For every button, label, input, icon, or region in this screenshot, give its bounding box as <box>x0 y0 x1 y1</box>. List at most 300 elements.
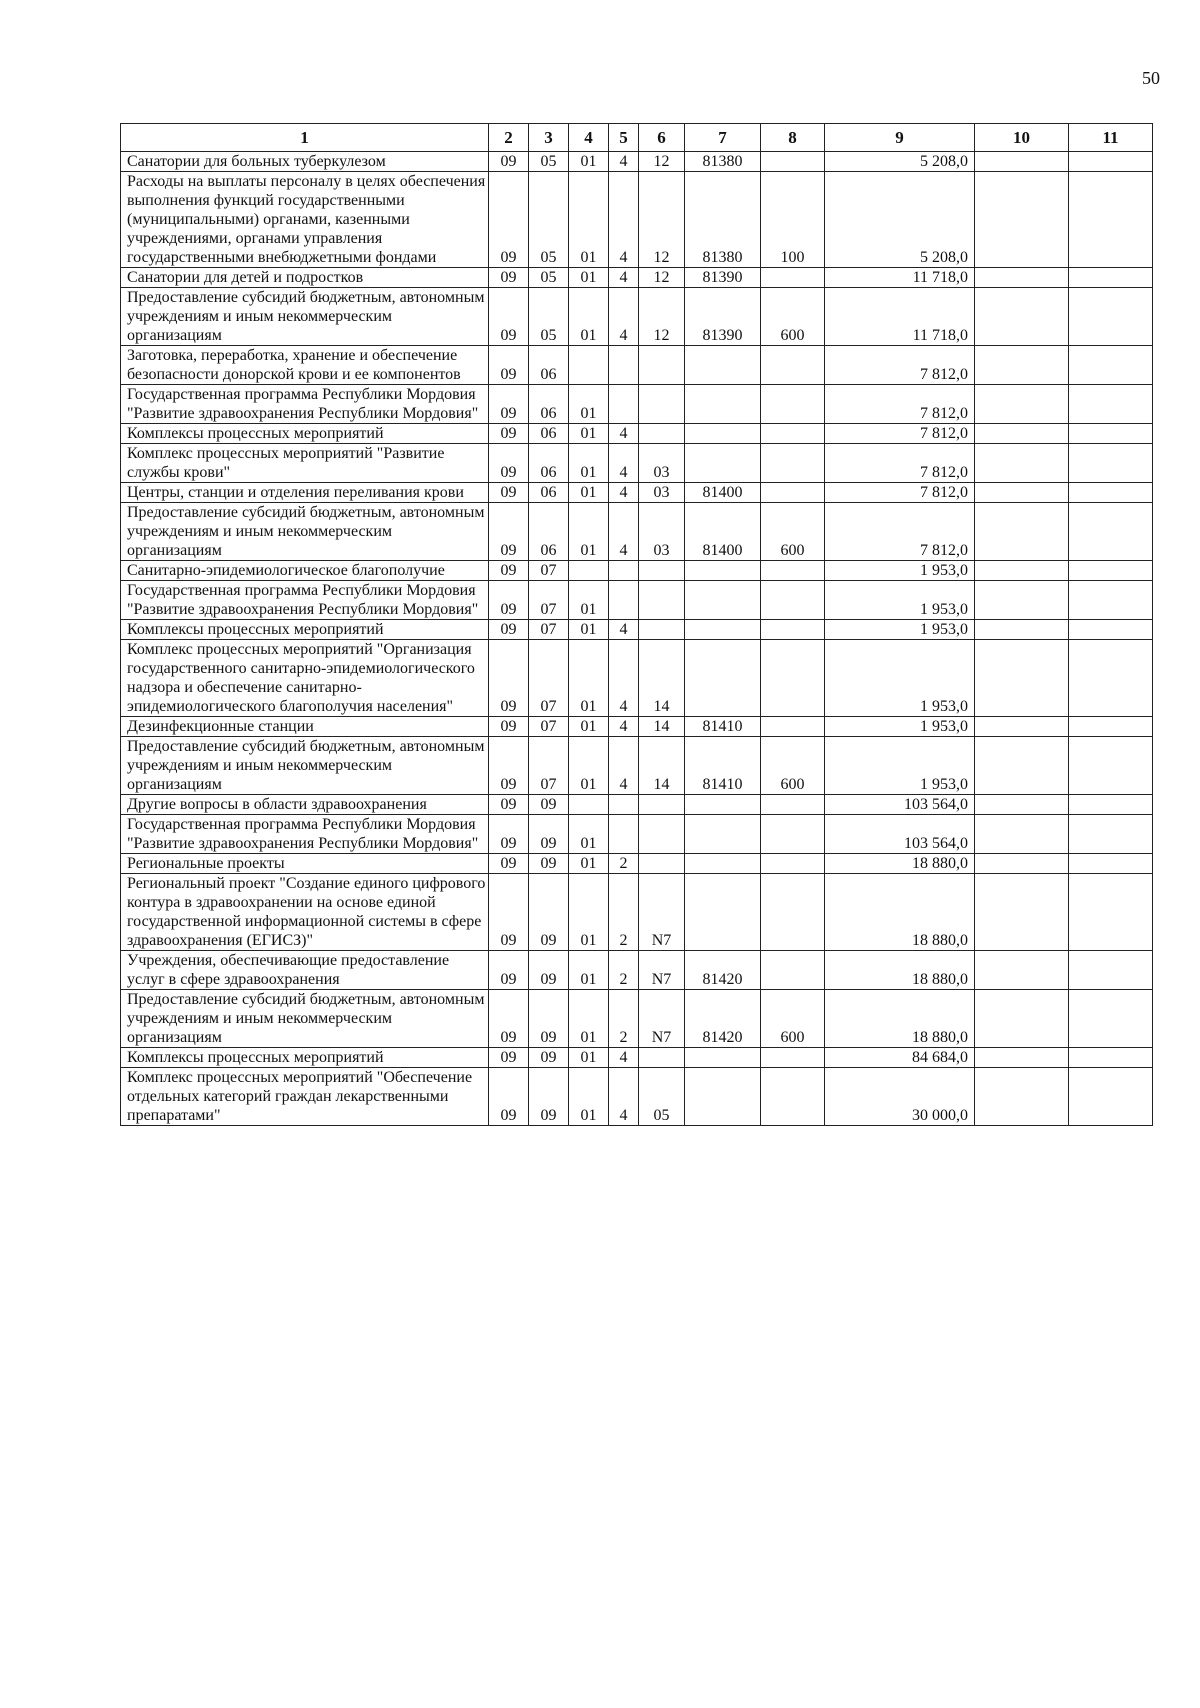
item-name: Санатории для больных туберкулезом <box>121 152 489 172</box>
expense-type-code <box>761 268 825 288</box>
expense-type-code <box>761 424 825 444</box>
table-row <box>121 268 1153 288</box>
item-name: Региональный проект "Создание единого цифрового контура в здравоохранении на основе единой государственной информационной системы в сфере здравоохранения (ЕГИСЗ)" <box>121 874 489 951</box>
section-code: 09 <box>489 795 529 815</box>
table-row <box>121 561 1153 581</box>
target-item-code <box>685 874 761 951</box>
table-row <box>121 152 1153 172</box>
activity-code: 05 <box>639 1068 685 1126</box>
table-row <box>121 1068 1153 1126</box>
subprogram-code: 2 <box>609 854 639 874</box>
subsection-code: 06 <box>529 444 569 483</box>
table-row <box>121 854 1153 874</box>
item-name: Комплексы процессных мероприятий <box>121 620 489 640</box>
subsection-code: 07 <box>529 717 569 737</box>
table-row <box>121 874 1153 951</box>
item-name: Предоставление субсидий бюджетным, автономным учреждениям и иным некоммерческим организациям <box>121 737 489 795</box>
subsection-code: 06 <box>529 424 569 444</box>
expense-type-code <box>761 620 825 640</box>
subprogram-code <box>609 795 639 815</box>
expense-type-code <box>761 346 825 385</box>
program-code: 01 <box>569 483 609 503</box>
amount-value: 7 812,0 <box>825 346 975 385</box>
table-row <box>121 620 1153 640</box>
section-code: 09 <box>489 581 529 620</box>
item-name: Предоставление субсидий бюджетным, автономным учреждениям и иным некоммерческим организациям <box>121 288 489 346</box>
program-code <box>569 346 609 385</box>
target-item-code <box>685 385 761 424</box>
program-code: 01 <box>569 385 609 424</box>
amount-col-10 <box>975 503 1069 561</box>
table-row <box>121 640 1153 717</box>
target-item-code: 81400 <box>685 503 761 561</box>
section-code: 09 <box>489 424 529 444</box>
activity-code: 12 <box>639 288 685 346</box>
subsection-code: 07 <box>529 737 569 795</box>
subprogram-code <box>609 346 639 385</box>
section-code: 09 <box>489 854 529 874</box>
activity-code: N7 <box>639 874 685 951</box>
activity-code: 14 <box>639 717 685 737</box>
target-item-code: 81400 <box>685 483 761 503</box>
target-item-code: 81380 <box>685 152 761 172</box>
amount-col-10 <box>975 990 1069 1048</box>
target-item-code <box>685 815 761 854</box>
expense-type-code: 600 <box>761 288 825 346</box>
activity-code: 12 <box>639 152 685 172</box>
target-item-code <box>685 854 761 874</box>
amount-value: 18 880,0 <box>825 990 975 1048</box>
target-item-code <box>685 581 761 620</box>
amount-col-10 <box>975 815 1069 854</box>
target-item-code <box>685 424 761 444</box>
amount-col-10 <box>975 483 1069 503</box>
subsection-code: 06 <box>529 346 569 385</box>
amount-col-11 <box>1069 483 1153 503</box>
subprogram-code: 4 <box>609 503 639 561</box>
table-row <box>121 172 1153 268</box>
amount-value: 11 718,0 <box>825 268 975 288</box>
subsection-code: 09 <box>529 874 569 951</box>
program-code: 01 <box>569 990 609 1048</box>
amount-col-11 <box>1069 424 1153 444</box>
activity-code <box>639 561 685 581</box>
activity-code: 03 <box>639 483 685 503</box>
section-code: 09 <box>489 483 529 503</box>
amount-col-11 <box>1069 385 1153 424</box>
target-item-code <box>685 346 761 385</box>
program-code: 01 <box>569 152 609 172</box>
amount-col-11 <box>1069 152 1153 172</box>
expense-type-code <box>761 561 825 581</box>
subprogram-code: 4 <box>609 288 639 346</box>
item-name: Комплекс процессных мероприятий "Обеспечение отдельных категорий граждан лекарственными препаратами" <box>121 1068 489 1126</box>
subsection-code: 05 <box>529 268 569 288</box>
amount-value: 103 564,0 <box>825 815 975 854</box>
subsection-code: 05 <box>529 288 569 346</box>
section-code: 09 <box>489 444 529 483</box>
activity-code <box>639 795 685 815</box>
program-code: 01 <box>569 854 609 874</box>
target-item-code <box>685 1048 761 1068</box>
item-name: Государственная программа Республики Мордовия "Развитие здравоохранения Республики Мордовия" <box>121 581 489 620</box>
subsection-code: 09 <box>529 951 569 990</box>
budget-table <box>120 123 1153 1126</box>
item-name: Комплекс процессных мероприятий "Развитие службы крови" <box>121 444 489 483</box>
subprogram-code <box>609 561 639 581</box>
amount-value: 11 718,0 <box>825 288 975 346</box>
amount-value: 5 208,0 <box>825 152 975 172</box>
target-item-code: 81390 <box>685 268 761 288</box>
item-name: Учреждения, обеспечивающие предоставление услуг в сфере здравоохранения <box>121 951 489 990</box>
activity-code <box>639 815 685 854</box>
program-code: 01 <box>569 503 609 561</box>
amount-col-11 <box>1069 444 1153 483</box>
program-code: 01 <box>569 640 609 717</box>
column-header: 10 <box>975 124 1069 152</box>
expense-type-code: 100 <box>761 172 825 268</box>
section-code: 09 <box>489 172 529 268</box>
subsection-code: 09 <box>529 795 569 815</box>
item-name: Комплексы процессных мероприятий <box>121 1048 489 1068</box>
table-row <box>121 581 1153 620</box>
column-header: 3 <box>529 124 569 152</box>
table-body <box>121 152 1153 1126</box>
subprogram-code: 4 <box>609 268 639 288</box>
expense-type-code <box>761 581 825 620</box>
subprogram-code: 4 <box>609 620 639 640</box>
table-row <box>121 385 1153 424</box>
table-row <box>121 951 1153 990</box>
table-row <box>121 795 1153 815</box>
item-name: Центры, станции и отделения переливания крови <box>121 483 489 503</box>
activity-code: 12 <box>639 172 685 268</box>
activity-code <box>639 1048 685 1068</box>
target-item-code <box>685 561 761 581</box>
expense-type-code <box>761 815 825 854</box>
subprogram-code: 2 <box>609 874 639 951</box>
amount-col-11 <box>1069 854 1153 874</box>
amount-col-11 <box>1069 620 1153 640</box>
table-row <box>121 424 1153 444</box>
amount-col-10 <box>975 172 1069 268</box>
amount-col-11 <box>1069 951 1153 990</box>
item-name: Другие вопросы в области здравоохранения <box>121 795 489 815</box>
program-code: 01 <box>569 424 609 444</box>
amount-col-10 <box>975 620 1069 640</box>
amount-col-11 <box>1069 172 1153 268</box>
subprogram-code: 4 <box>609 424 639 444</box>
program-code: 01 <box>569 951 609 990</box>
subsection-code: 09 <box>529 1048 569 1068</box>
expense-type-code <box>761 717 825 737</box>
section-code: 09 <box>489 640 529 717</box>
section-code: 09 <box>489 620 529 640</box>
program-code <box>569 795 609 815</box>
subprogram-code: 2 <box>609 990 639 1048</box>
expense-type-code <box>761 795 825 815</box>
amount-col-10 <box>975 717 1069 737</box>
amount-value: 7 812,0 <box>825 503 975 561</box>
amount-col-11 <box>1069 737 1153 795</box>
table-row <box>121 990 1153 1048</box>
amount-col-10 <box>975 268 1069 288</box>
amount-col-10 <box>975 854 1069 874</box>
section-code: 09 <box>489 288 529 346</box>
amount-col-10 <box>975 424 1069 444</box>
item-name: Государственная программа Республики Мордовия "Развитие здравоохранения Республики Мордовия" <box>121 385 489 424</box>
amount-col-11 <box>1069 640 1153 717</box>
amount-col-11 <box>1069 1068 1153 1126</box>
amount-value: 18 880,0 <box>825 854 975 874</box>
target-item-code: 81410 <box>685 737 761 795</box>
program-code: 01 <box>569 1068 609 1126</box>
amount-col-11 <box>1069 874 1153 951</box>
amount-col-11 <box>1069 268 1153 288</box>
target-item-code <box>685 620 761 640</box>
subsection-code: 09 <box>529 990 569 1048</box>
subprogram-code: 4 <box>609 737 639 795</box>
table-row <box>121 717 1153 737</box>
section-code: 09 <box>489 561 529 581</box>
program-code <box>569 561 609 581</box>
column-header: 8 <box>761 124 825 152</box>
section-code: 09 <box>489 152 529 172</box>
subsection-code: 07 <box>529 640 569 717</box>
section-code: 09 <box>489 346 529 385</box>
activity-code <box>639 620 685 640</box>
amount-col-11 <box>1069 795 1153 815</box>
expense-type-code <box>761 385 825 424</box>
subprogram-code: 2 <box>609 951 639 990</box>
section-code: 09 <box>489 990 529 1048</box>
amount-col-11 <box>1069 717 1153 737</box>
column-header: 5 <box>609 124 639 152</box>
amount-value: 7 812,0 <box>825 385 975 424</box>
amount-col-10 <box>975 951 1069 990</box>
section-code: 09 <box>489 737 529 795</box>
subsection-code: 07 <box>529 620 569 640</box>
section-code: 09 <box>489 874 529 951</box>
subsection-code: 06 <box>529 503 569 561</box>
column-header: 2 <box>489 124 529 152</box>
subsection-code: 09 <box>529 854 569 874</box>
expense-type-code <box>761 640 825 717</box>
table-row <box>121 737 1153 795</box>
subsection-code: 05 <box>529 152 569 172</box>
target-item-code: 81420 <box>685 951 761 990</box>
amount-value: 1 953,0 <box>825 620 975 640</box>
item-name: Комплекс процессных мероприятий "Организация государственного санитарно-эпидемиологического надзора и обеспечение санитарно-эпидемиологического благополучия населения" <box>121 640 489 717</box>
amount-value: 1 953,0 <box>825 717 975 737</box>
amount-col-11 <box>1069 503 1153 561</box>
amount-col-10 <box>975 640 1069 717</box>
item-name: Предоставление субсидий бюджетным, автономным учреждениям и иным некоммерческим организациям <box>121 503 489 561</box>
table-row <box>121 346 1153 385</box>
amount-col-10 <box>975 385 1069 424</box>
table-row <box>121 288 1153 346</box>
subprogram-code: 4 <box>609 640 639 717</box>
subsection-code: 06 <box>529 385 569 424</box>
subprogram-code <box>609 581 639 620</box>
column-header: 6 <box>639 124 685 152</box>
program-code: 01 <box>569 581 609 620</box>
amount-col-10 <box>975 152 1069 172</box>
table-row <box>121 444 1153 483</box>
expense-type-code <box>761 874 825 951</box>
table-row <box>121 503 1153 561</box>
amount-col-11 <box>1069 990 1153 1048</box>
item-name: Дезинфекционные станции <box>121 717 489 737</box>
amount-col-11 <box>1069 288 1153 346</box>
subsection-code: 09 <box>529 1068 569 1126</box>
amount-col-11 <box>1069 561 1153 581</box>
amount-value: 103 564,0 <box>825 795 975 815</box>
amount-col-10 <box>975 737 1069 795</box>
subprogram-code: 4 <box>609 1068 639 1126</box>
item-name: Государственная программа Республики Мордовия "Развитие здравоохранения Республики Мордовия" <box>121 815 489 854</box>
section-code: 09 <box>489 815 529 854</box>
target-item-code: 81390 <box>685 288 761 346</box>
item-name: Расходы на выплаты персоналу в целях обеспечения выполнения функций государственными (муниципальными) органами, казенными учреждениями, органами управления государственными внебюджетными фондами <box>121 172 489 268</box>
section-code: 09 <box>489 951 529 990</box>
target-item-code <box>685 795 761 815</box>
program-code: 01 <box>569 268 609 288</box>
target-item-code <box>685 444 761 483</box>
expense-type-code: 600 <box>761 737 825 795</box>
subsection-code: 09 <box>529 815 569 854</box>
target-item-code <box>685 1068 761 1126</box>
expense-type-code <box>761 444 825 483</box>
subsection-code: 07 <box>529 581 569 620</box>
subsection-code: 07 <box>529 561 569 581</box>
subsection-code: 06 <box>529 483 569 503</box>
item-name: Санатории для детей и подростков <box>121 268 489 288</box>
column-header: 1 <box>121 124 489 152</box>
program-code: 01 <box>569 815 609 854</box>
amount-value: 7 812,0 <box>825 424 975 444</box>
program-code: 01 <box>569 717 609 737</box>
expense-type-code: 600 <box>761 503 825 561</box>
amount-col-10 <box>975 288 1069 346</box>
item-name: Заготовка, переработка, хранение и обеспечение безопасности донорской крови и ее компонентов <box>121 346 489 385</box>
item-name: Комплексы процессных мероприятий <box>121 424 489 444</box>
subprogram-code: 4 <box>609 483 639 503</box>
subsection-code: 05 <box>529 172 569 268</box>
table-row <box>121 1048 1153 1068</box>
amount-value: 1 953,0 <box>825 561 975 581</box>
amount-value: 1 953,0 <box>825 737 975 795</box>
column-header: 11 <box>1069 124 1153 152</box>
item-name: Предоставление субсидий бюджетным, автономным учреждениям и иным некоммерческим организациям <box>121 990 489 1048</box>
column-header: 4 <box>569 124 609 152</box>
expense-type-code <box>761 854 825 874</box>
amount-col-11 <box>1069 1048 1153 1068</box>
expense-type-code: 600 <box>761 990 825 1048</box>
table-row <box>121 815 1153 854</box>
amount-value: 30 000,0 <box>825 1068 975 1126</box>
amount-col-10 <box>975 874 1069 951</box>
target-item-code: 81420 <box>685 990 761 1048</box>
target-item-code: 81410 <box>685 717 761 737</box>
section-code: 09 <box>489 385 529 424</box>
program-code: 01 <box>569 444 609 483</box>
program-code: 01 <box>569 172 609 268</box>
activity-code: 14 <box>639 737 685 795</box>
amount-col-10 <box>975 1048 1069 1068</box>
amount-col-10 <box>975 1068 1069 1126</box>
section-code: 09 <box>489 1068 529 1126</box>
program-code: 01 <box>569 737 609 795</box>
activity-code: 14 <box>639 640 685 717</box>
amount-value: 1 953,0 <box>825 581 975 620</box>
amount-col-10 <box>975 444 1069 483</box>
amount-col-10 <box>975 795 1069 815</box>
activity-code <box>639 424 685 444</box>
program-code: 01 <box>569 288 609 346</box>
activity-code <box>639 346 685 385</box>
amount-col-10 <box>975 346 1069 385</box>
expense-type-code <box>761 1048 825 1068</box>
section-code: 09 <box>489 1048 529 1068</box>
table-row <box>121 483 1153 503</box>
header-row <box>121 124 1153 152</box>
expense-type-code <box>761 152 825 172</box>
amount-value: 7 812,0 <box>825 444 975 483</box>
amount-value: 7 812,0 <box>825 483 975 503</box>
activity-code: 03 <box>639 503 685 561</box>
amount-value: 84 684,0 <box>825 1048 975 1068</box>
subprogram-code: 4 <box>609 444 639 483</box>
amount-value: 5 208,0 <box>825 172 975 268</box>
item-name: Санитарно-эпидемиологическое благополучие <box>121 561 489 581</box>
target-item-code <box>685 640 761 717</box>
program-code: 01 <box>569 1048 609 1068</box>
section-code: 09 <box>489 717 529 737</box>
item-name: Региональные проекты <box>121 854 489 874</box>
column-header: 9 <box>825 124 975 152</box>
activity-code: N7 <box>639 951 685 990</box>
subprogram-code: 4 <box>609 172 639 268</box>
activity-code <box>639 581 685 620</box>
subprogram-code: 4 <box>609 1048 639 1068</box>
amount-col-10 <box>975 581 1069 620</box>
activity-code: N7 <box>639 990 685 1048</box>
column-header: 7 <box>685 124 761 152</box>
amount-value: 1 953,0 <box>825 640 975 717</box>
amount-col-11 <box>1069 581 1153 620</box>
subprogram-code: 4 <box>609 152 639 172</box>
expense-type-code <box>761 1068 825 1126</box>
subprogram-code <box>609 385 639 424</box>
subprogram-code: 4 <box>609 717 639 737</box>
amount-col-11 <box>1069 815 1153 854</box>
activity-code <box>639 385 685 424</box>
amount-col-10 <box>975 561 1069 581</box>
page-number: 50 <box>1142 68 1160 88</box>
expense-type-code <box>761 483 825 503</box>
activity-code <box>639 854 685 874</box>
subprogram-code <box>609 815 639 854</box>
program-code: 01 <box>569 874 609 951</box>
section-code: 09 <box>489 268 529 288</box>
program-code: 01 <box>569 620 609 640</box>
amount-col-11 <box>1069 346 1153 385</box>
expense-type-code <box>761 951 825 990</box>
section-code: 09 <box>489 503 529 561</box>
activity-code: 12 <box>639 268 685 288</box>
activity-code: 03 <box>639 444 685 483</box>
